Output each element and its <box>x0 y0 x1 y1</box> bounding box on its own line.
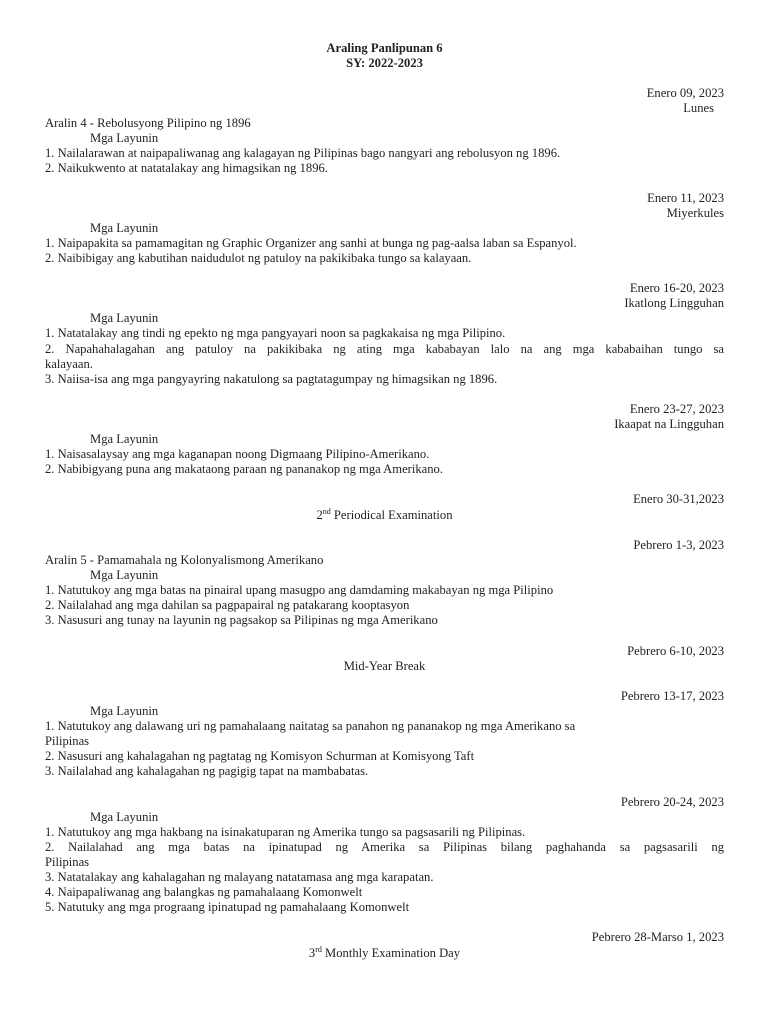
objective-item: 2. Napahahalagahan ang patuloy na pakikibaka ng ating mga kababayan lalo na ang mga kababaihan tungo sa <box>45 342 724 356</box>
objective-item: 5. Natutuky ang mga prograang ipinatupad ng pamahalaang Komonwelt <box>45 900 410 914</box>
objectives-heading: Mga Layunin <box>90 704 159 718</box>
objective-item-continuation: kalayaan. <box>45 357 93 371</box>
event-label <box>45 508 724 523</box>
entry-date: Pebrero 13-17, 2023 <box>620 689 724 703</box>
entry-day: Lunes <box>683 101 714 115</box>
lesson-title: Aralin 4 - Rebolusyong Pilipino ng 1896 <box>45 116 251 130</box>
objective-item: 2. Nabibigyang puna ang makataong paraan ng pananakop ng mga Amerikano. <box>45 462 443 476</box>
objective-item: 3. Naiisa-isa ang mga pangyayring nakatulong sa pagtatagumpay ng himagsikan ng 1896. <box>45 372 498 386</box>
entry-date: Pebrero 28-Marso 1, 2023 <box>591 930 724 944</box>
objective-item: 3. Nasusuri ang tunay na layunin ng pagsakop sa Pilipinas ng mga Amerikano <box>45 613 438 627</box>
event-label <box>45 946 724 961</box>
objective-item: 3. Nailalahad ang kahalagahan ng pagigig tapat na mambabatas. <box>45 764 369 778</box>
entry-day: Ikaapat na Lingguhan <box>614 417 724 431</box>
objective-item: 1. Natutukoy ang mga hakbang na isinakatuparan ng Amerika tungo sa pagsasarili ng Pilipinas. <box>45 825 526 839</box>
objective-item-continuation: Pilipinas <box>45 855 90 869</box>
objective-item: 1. Natutukoy ang dalawang uri ng pamahalaang naitatag sa panahon ng pananakop ng mga Amerikano sa <box>45 719 576 733</box>
entry-date: Enero 30-31,2023 <box>633 492 724 506</box>
school-year: SY: 2022-2023 <box>346 56 423 70</box>
entry-date: Pebrero 20-24, 2023 <box>620 795 724 809</box>
objective-item: 3. Natatalakay ang kahalagahan ng malayang natatamasa ang mga karapatan. <box>45 870 434 884</box>
entry-date: Enero 16-20, 2023 <box>629 281 724 295</box>
entry-day: Miyerkules <box>666 206 724 220</box>
objectives-heading: Mga Layunin <box>90 221 159 235</box>
event-text: Periodical Examination <box>330 508 453 522</box>
event-ordinal-suffix: rd <box>315 945 322 954</box>
objectives-heading: Mga Layunin <box>90 131 159 145</box>
objective-item: 2. Nailalahad ang mga dahilan sa pagpapairal ng patakarang kooptasyon <box>45 598 410 612</box>
objective-item-continuation: Pilipinas <box>45 734 90 748</box>
objective-item: 2. Naibibigay ang kabutihan naidudulot ng patuloy na pakikibaka tungo sa kalayaan. <box>45 251 472 265</box>
entry-date: Pebrero 1-3, 2023 <box>633 538 724 552</box>
objectives-heading: Mga Layunin <box>90 810 159 824</box>
objectives-heading: Mga Layunin <box>90 432 159 446</box>
document-title: Araling Panlipunan 6 <box>326 41 443 55</box>
objective-item: 2. Nailalahad ang mga batas na ipinatupad ng Amerika sa Pilipinas bilang paghahanda sa pagsasarili ng <box>45 840 724 854</box>
entry-date: Pebrero 6-10, 2023 <box>627 644 724 658</box>
objective-item: 1. Naipapakita sa pamamagitan ng Graphic Organizer ang sanhi at bunga ng pag-aalsa laban sa Espanyol. <box>45 236 577 250</box>
objective-item: 2. Nasusuri ang kahalagahan ng pagtatag ng Komisyon Schurman at Komisyong Taft <box>45 749 475 763</box>
entry-day: Ikatlong Lingguhan <box>624 296 724 310</box>
objective-item: 1. Nailalarawan at naipapaliwanag ang kalagayan ng Pilipinas bago nangyari ang rebolusyon ng 1896. <box>45 146 561 160</box>
entry-date: Enero 23-27, 2023 <box>629 402 724 416</box>
objective-item: 2. Naikukwento at natatalakay ang himagsikan ng 1896. <box>45 161 328 175</box>
objective-item: 1. Naisasalaysay ang mga kaganapan noong Digmaang Pilipino-Amerikano. <box>45 447 430 461</box>
event-text: Monthly Examination Day <box>321 946 461 960</box>
entry-date: Enero 11, 2023 <box>647 191 724 205</box>
event-ordinal-suffix: nd <box>322 507 331 516</box>
event-ordinal: 3 <box>308 946 316 960</box>
event-label: Mid-Year Break <box>343 659 426 673</box>
objective-item: 1. Natutukoy ang mga batas na pinairal upang masugpo ang damdaming makabayan ng mga Pilipino <box>45 583 554 597</box>
objectives-heading: Mga Layunin <box>90 568 159 582</box>
objective-item: 1. Natatalakay ang tindi ng epekto ng mga pangyayari noon sa pagkakaisa ng mga Pilipino. <box>45 326 506 340</box>
objective-item: 4. Naipapaliwanag ang balangkas ng pamahalaang Komonwelt <box>45 885 363 899</box>
entry-date: Enero 09, 2023 <box>646 86 724 100</box>
event-ordinal: 2 <box>316 508 323 522</box>
lesson-title: Aralin 5 - Pamamahala ng Kolonyalismong Amerikano <box>45 553 324 567</box>
objectives-heading: Mga Layunin <box>90 311 159 325</box>
